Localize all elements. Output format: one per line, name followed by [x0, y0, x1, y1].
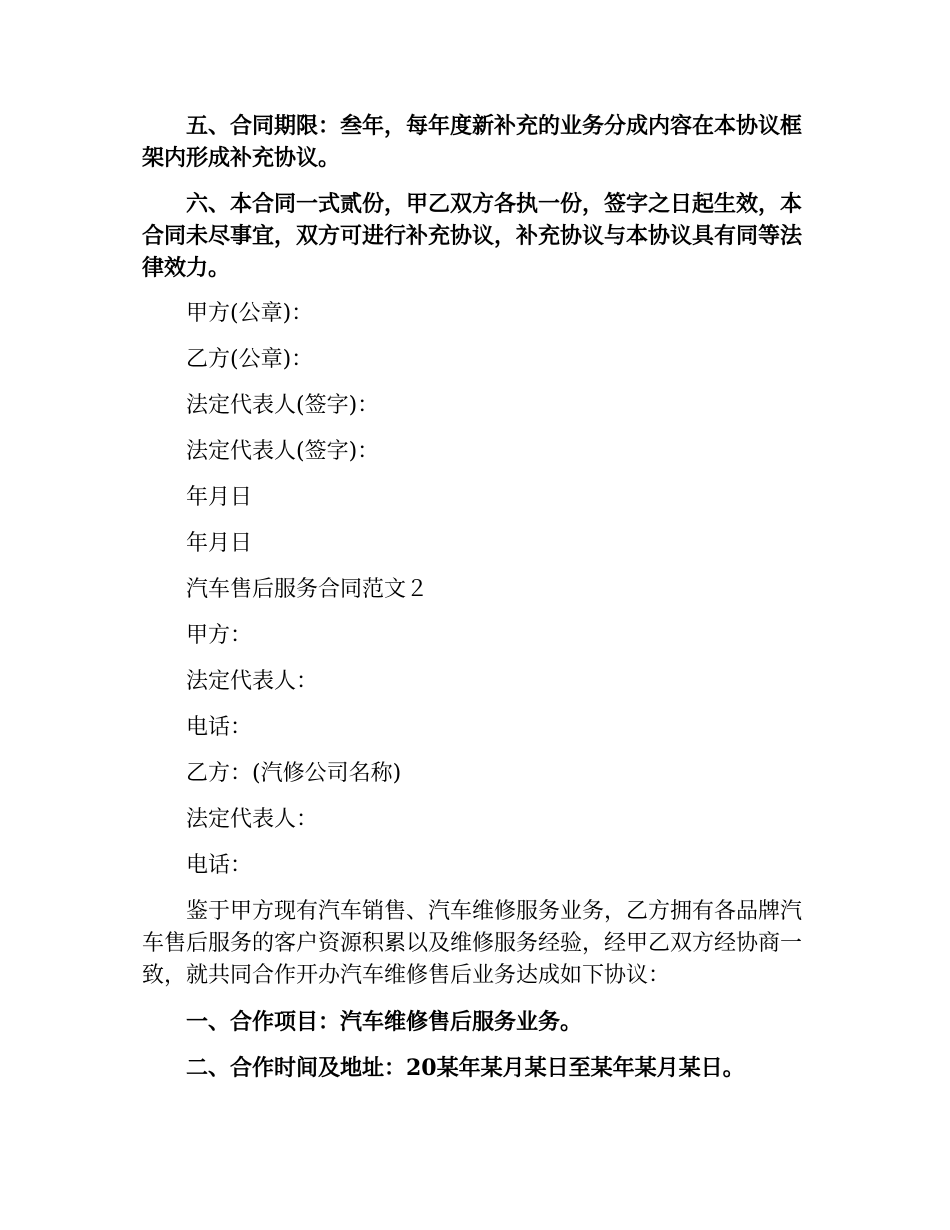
- party-a-phone-line: 电话：: [186, 715, 253, 740]
- clause-6-copies-effectiveness: 六、本合同一式贰份，甲乙双方各执一份，签字之日起生效，本合同未尽事宜，双方可进行补充协议，补充协议与本协议具有同等法律效力。: [142, 191, 803, 281]
- party-a-legal-rep-line: 法定代表人：: [186, 669, 319, 694]
- clause-2-time-and-address: 二、合作时间及地址：20某年某月某日至某年某月某日。: [186, 1055, 745, 1081]
- party-b-phone-line: 电话：: [186, 853, 253, 878]
- legal-rep-signature-line-a: 法定代表人(签字)：: [186, 393, 380, 418]
- party-b-legal-rep-line: 法定代表人：: [186, 807, 319, 832]
- date-line-a: 年月日: [186, 485, 253, 510]
- sample-title: 汽车售后服务合同范文２: [186, 577, 429, 602]
- clause-1-cooperation-project: 一、合作项目：汽车维修售后服务业务。: [186, 1009, 583, 1035]
- clause-5-contract-term: 五、合同期限：叁年，每年度新补充的业务分成内容在本协议框架内形成补充协议。: [142, 113, 803, 171]
- party-b-line: 乙方：(汽修公司名称): [186, 761, 402, 786]
- preamble-paragraph: 鉴于甲方现有汽车销售、汽车维修服务业务，乙方拥有各品牌汽车售后服务的客户资源积累以及维修服务经验，经甲乙双方经协商一致，就共同合作开办汽车维修售后业务达成如下协议：: [142, 899, 803, 988]
- legal-rep-signature-line-b: 法定代表人(签字)：: [186, 439, 380, 464]
- party-a-seal-line: 甲方(公章)：: [186, 301, 314, 326]
- date-line-b: 年月日: [186, 531, 253, 556]
- party-b-seal-line: 乙方(公章)：: [186, 347, 314, 372]
- party-a-line: 甲方：: [186, 623, 253, 648]
- document-page: [142, 110, 812, 1098]
